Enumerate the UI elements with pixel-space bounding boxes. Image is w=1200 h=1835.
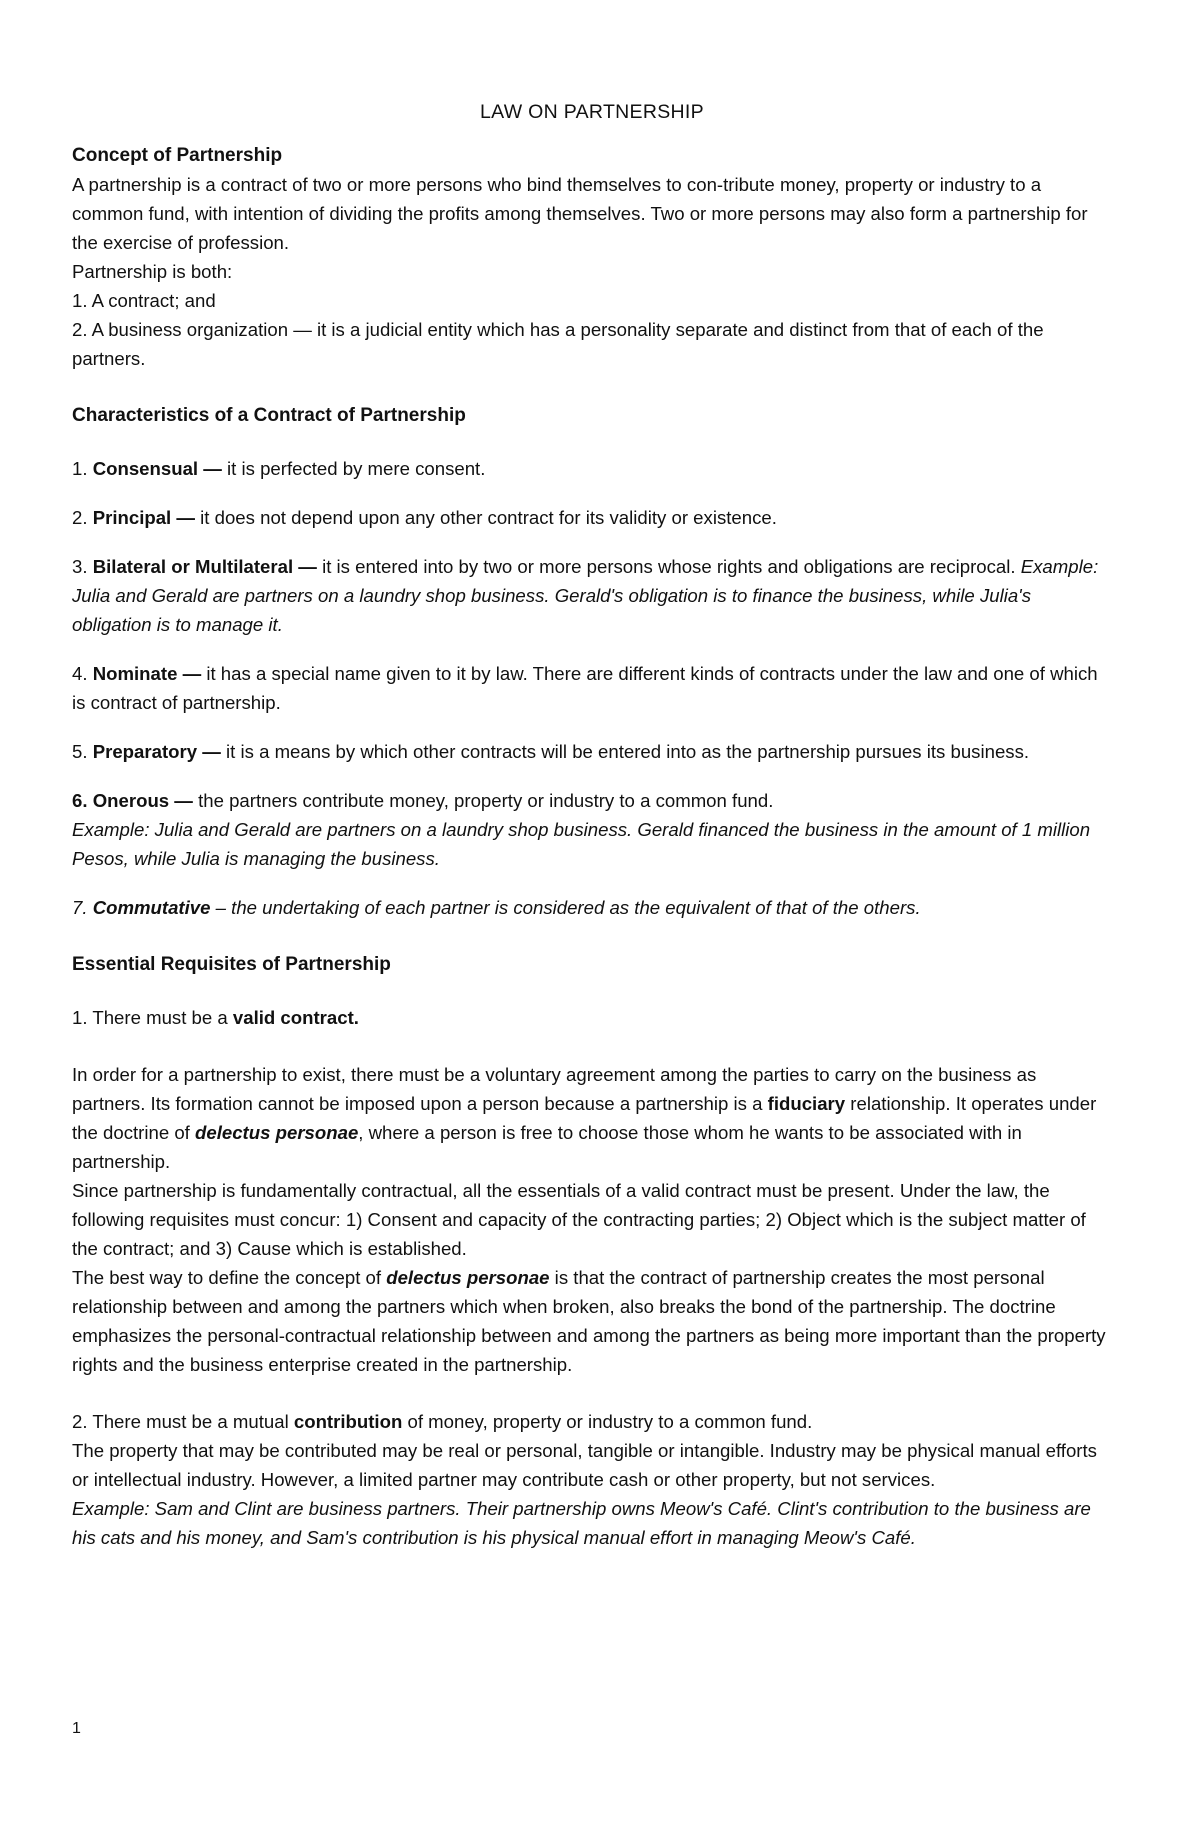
item-text: it is entered into by two or more persons whose rights and obligations are reciprocal. [316,556,1021,577]
item-text: it has a special name given to it by law. There are different kinds of contracts under the law and one of which is contract of partnership. [72,663,1098,713]
requisite-prefix: 2. There must be a mutual [72,1411,294,1432]
concept-item-1: 1. A contract; and [72,290,216,311]
item-text: it does not depend upon any other contract for its validity or existence. [194,507,777,528]
item-number: 7. [72,897,93,918]
item-term: Commutative [92,897,211,918]
item-term: Consensual — [92,458,222,479]
requisite-2-paragraph: The property that may be contributed may be real or personal, tangible or intangible. Industry may be physical manual efforts or intellectual industry. However, a limited partner may contribute cash or other property, but not services. [72,1440,1097,1490]
concept-paragraph: A partnership is a contract of two or more persons who bind themselves to con-tribute money, property or industry to a common fund, with intention of dividing the profits among themselves. Two or more persons may also form a partnership for the exercise of profession. [72,174,1088,253]
requisite-2-example: Example: Sam and Clint are business partners. Their partnership owns Meow's Café. Clint's contribution to the business are his cats and his money, and Sam's contribution is his physical manual effort in managing Meow's Café. [72,1498,1091,1548]
requisite-1-paragraph-1 [72,1060,1112,1176]
text-run: The best way to define the concept of [72,1267,387,1288]
item-text: it is a means by which other contracts will be entered into as the partnership pursues its business. [220,741,1030,762]
document-title: LAW ON PARTNERSHIP [480,101,704,123]
item-term: Principal — [92,507,195,528]
text-run: In order for a partnership to exist, there must be a voluntary agreement among the parties to carry on the business as partners. Its formation cannot be imposed upon a person because a partnership is a [72,1064,1037,1114]
characteristic-item [72,786,1112,815]
text-run-bold-italic: delectus personae [195,1122,359,1143]
text-run: , where a person is free to choose those whom he wants to be associated with in partnership. [72,1122,1022,1172]
item-example: Example: Julia and Gerald are partners on a laundry shop business. Gerald's obligation is to finance the business, while Julia's obligation is to manage it. [72,556,1099,635]
characteristic-item [72,454,1112,483]
requisite-1-paragraph-3 [72,1263,1112,1379]
item-number: 1. [72,458,93,479]
item-example: Example: Julia and Gerald are partners on a laundry shop business. Gerald financed the business in the amount of 1 million Pesos, while Julia is managing the business. [72,819,1091,869]
page-number: 1 [72,1720,81,1737]
requisite-term: contribution [293,1411,403,1432]
item-term: Onerous — [92,790,193,811]
text-run: is that the contract of partnership creates the most personal relationship between and among the partners which when broken, also breaks the bond of the partnership. The doctrine emphasizes the personal-contractual relationship between and among the partners as being more important than the property rights and the business enterprise created in the partnership. [72,1267,1106,1375]
item-text: the partners contribute money, property or industry to a common fund. [192,790,774,811]
requisites-heading: Essential Requisites of Partnership [72,954,391,975]
characteristic-item [72,503,1112,532]
item-term: Preparatory — [92,741,221,762]
text-run: relationship. It operates under the doctrine of [72,1093,1097,1143]
text-run-bold-italic: delectus personae [386,1267,550,1288]
requisite-2 [72,1407,1112,1436]
requisite-suffix: of money, property or industry to a common fund. [402,1411,813,1432]
item-number: 3. [72,556,93,577]
requisite-1-paragraph-2: Since partnership is fundamentally contractual, all the essentials of a valid contract must be present. Under the law, the following requisites must concur: 1) Consent and capacity of the contracting parties; 2) Object which is the subject matter of the contract; and 3) Cause which is established. [72,1180,1086,1259]
characteristic-item [72,893,1112,922]
item-number: 6. [72,790,93,811]
item-term: Bilateral or Multilateral — [92,556,317,577]
characteristic-item [72,552,1112,639]
item-text: it is perfected by mere consent. [221,458,486,479]
document-page [72,98,1112,1552]
item-text: – the undertaking of each partner is considered as the equivalent of that of the others. [210,897,921,918]
item-number: 4. [72,663,93,684]
requisite-1 [72,1003,1112,1032]
item-number: 2. [72,507,93,528]
concept-heading: Concept of Partnership [72,145,283,166]
requisite-prefix: 1. There must be a [72,1007,233,1028]
concept-both-intro: Partnership is both: [72,261,233,282]
requisite-term: valid contract. [232,1007,359,1028]
concept-item-2: 2. A business organization — it is a judicial entity which has a personality separate and distinct from that of each of the partners. [72,319,1044,369]
text-run-bold: fiduciary [767,1093,846,1114]
characteristic-item [72,737,1112,766]
characteristics-heading: Characteristics of a Contract of Partnership [72,405,466,426]
item-number: 5. [72,741,93,762]
item-term: Nominate — [92,663,202,684]
characteristic-item [72,659,1112,717]
